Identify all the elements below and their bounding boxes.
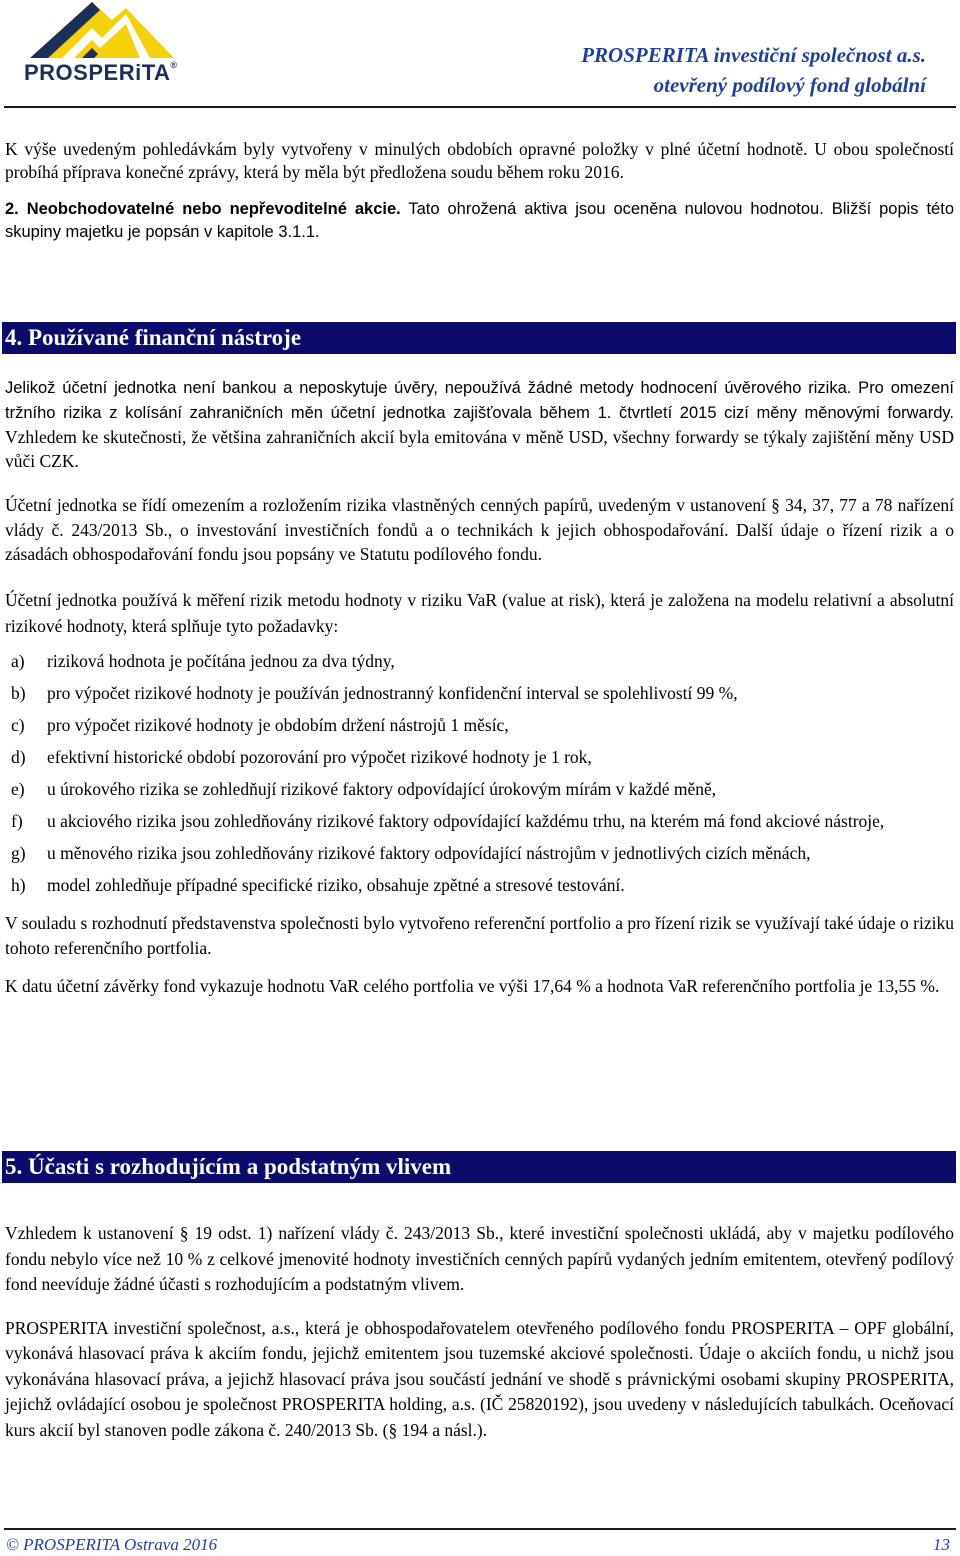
intro-paragraph-1: K výše uvedeným pohledávkám byly vytvořeny v minulých obdobích opravné položky v plné účetní hodnotě. U obou společností probíhá příprava konečné zprávy, která by měla být předložena soudu během roku 2016. (5, 139, 954, 182)
page-footer (6, 1535, 950, 1555)
fund-name: otevřený podílový fond globální (653, 73, 926, 97)
intro-block (5, 138, 954, 244)
company-name: PROSPERITA investiční společnost a.s. (581, 43, 926, 67)
section-4-heading: 4. Používané finanční nástroje (2, 322, 956, 354)
page-number: 13 (933, 1535, 950, 1554)
header-divider (4, 106, 956, 108)
section-4-paragraph-1: Jelikož účetní jednotka není bankou a neposkytuje úvěry, nepoužívá žádné metody hodnocení úvěrového rizika. Pro omezení tržního rizika z kolísání zahraničních měn účetní jednotka zajišťovala během 1. čtvrtletí 2015 cizí měny měnovými forwardy. Vzhledem ke skutečnosti, že většina zahraničních akcií byla emitována v měně USD, všechny forwardy se týkaly zajištění měny USD vůči CZK. (5, 379, 954, 471)
list-item: d) efektivní historické období pozorování pro výpočet rizikové hodnoty je 1 rok, (11, 746, 592, 767)
section-5-paragraph-1: Vzhledem k ustanovení § 19 odst. 1) nařízení vlády č. 243/2013 Sb., které investiční společnosti ukládá, aby v majetku podílového fondu nebylo více než 10 % z celkové jmenovité hodnoty investičních cenných papírů vydaných jedním emitentem, otevřený podílový fond neevíduje žádné účasti s rozhodujícím a podstatným vlivem. (5, 1223, 954, 1294)
list-item: e) u úrokového rizika se zohledňují rizikové faktory odpovídající úrokovým mírám v každé měně, (11, 778, 717, 799)
logo-wordmark: PROSPERiTA® (24, 60, 178, 85)
list-item: h) model zohledňuje případné specifické riziko, obsahuje zpětné a stresové testování. (11, 874, 625, 895)
list-item: b) pro výpočet rizikové hodnoty je používán jednostranný konfidenční interval se spolehlivostí 99 %, (11, 682, 738, 703)
section-4-paragraph-2: Účetní jednotka se řídí omezením a rozložením rizika vlastněných cenných papírů, uvedeným v ustanovení § 34, 37, 77 a 78 nařízení vlády č. 243/2013 Sb., o investování investičních fondů a o technikách k jejich obhospodařování. Další údaje o řízení rizik a o zásadách obhospodařování fondu jsou popsány ve Statutu podílového fondu. (5, 495, 954, 564)
list-item: g) u měnového rizika jsou zohledňovány rizikové faktory odpovídající nástrojům v jednotlivých cizích měnách, (11, 842, 811, 863)
section-5-body (5, 1221, 954, 1443)
list-item: c) pro výpočet rizikové hodnoty je obdobím držení nástrojů 1 měsíc, (11, 714, 509, 735)
prosperita-logo (22, 0, 180, 96)
section-5-heading: 5. Účasti s rozhodujícím a podstatným vlivem (2, 1151, 956, 1183)
list-item: a) riziková hodnota je počítána jednou za dva týdny, (11, 650, 395, 671)
header-title (581, 40, 926, 100)
section-5-paragraph-2: PROSPERITA investiční společnost, a.s., která je obhospodařovatelem otevřeného podílového fondu PROSPERITA – OPF globální, vykonává hlasovací práva k akciím fondu, jejichž emitentem jsou tuzemské akciové společnosti. Údaje o akciích fondu, u nichž jsou vykonávána hlasovací práva, a jejichž hlasovací práva jsou součástí jednání ve shodě s právnickými osobami skupiny PROSPERITA, jejichž ovládající osobou je společnost PROSPERITA holding, a.s. (IČ 25820192), jsou uvedeny v následujících tabulkách. Oceňovací kurs akcií byl stanoven podle zákona č. 240/2013 Sb. (§ 194 a násl.). (5, 1317, 954, 1440)
page-header (0, 0, 960, 106)
requirements-list (5, 649, 954, 897)
section-4-paragraph-3: Účetní jednotka používá k měření rizik metodu hodnoty v riziku VaR (value at risk), která je založena na modelu relativní a absolutní rizikové hodnoty, která splňuje tyto požadavky: (5, 589, 954, 636)
section-4-paragraph-4: V souladu s rozhodnutí představenstva společnosti bylo vytvořeno referenční portfolio a pro řízení rizik se využívají také údaje o riziku tohoto referenčního portfolia. (5, 912, 954, 958)
list-item: f) u akciového rizika jsou zohledňovány rizikové faktory odpovídající každému trhu, na kterém má fond akciové nástroje, (11, 810, 885, 831)
intro-paragraph-2: 2. Neobchodovatelné nebo nepřevoditelné akcie. Tato ohrožená aktiva jsou oceněna nulovou hodnotou. Bližší popis této skupiny majetku je popsán v kapitole 3.1.1. (5, 200, 954, 241)
footer-divider (4, 1528, 956, 1530)
footer-copyright: © PROSPERITA Ostrava 2016 (6, 1535, 218, 1554)
section-4-body (5, 375, 954, 1000)
section-4-paragraph-5: K datu účetní závěrky fond vykazuje hodnotu VaR celého portfolia ve výši 17,64 % a hodnota VaR referenčního portfolia je 13,55 %. (5, 975, 940, 996)
mountain-logo-icon (22, 0, 180, 62)
